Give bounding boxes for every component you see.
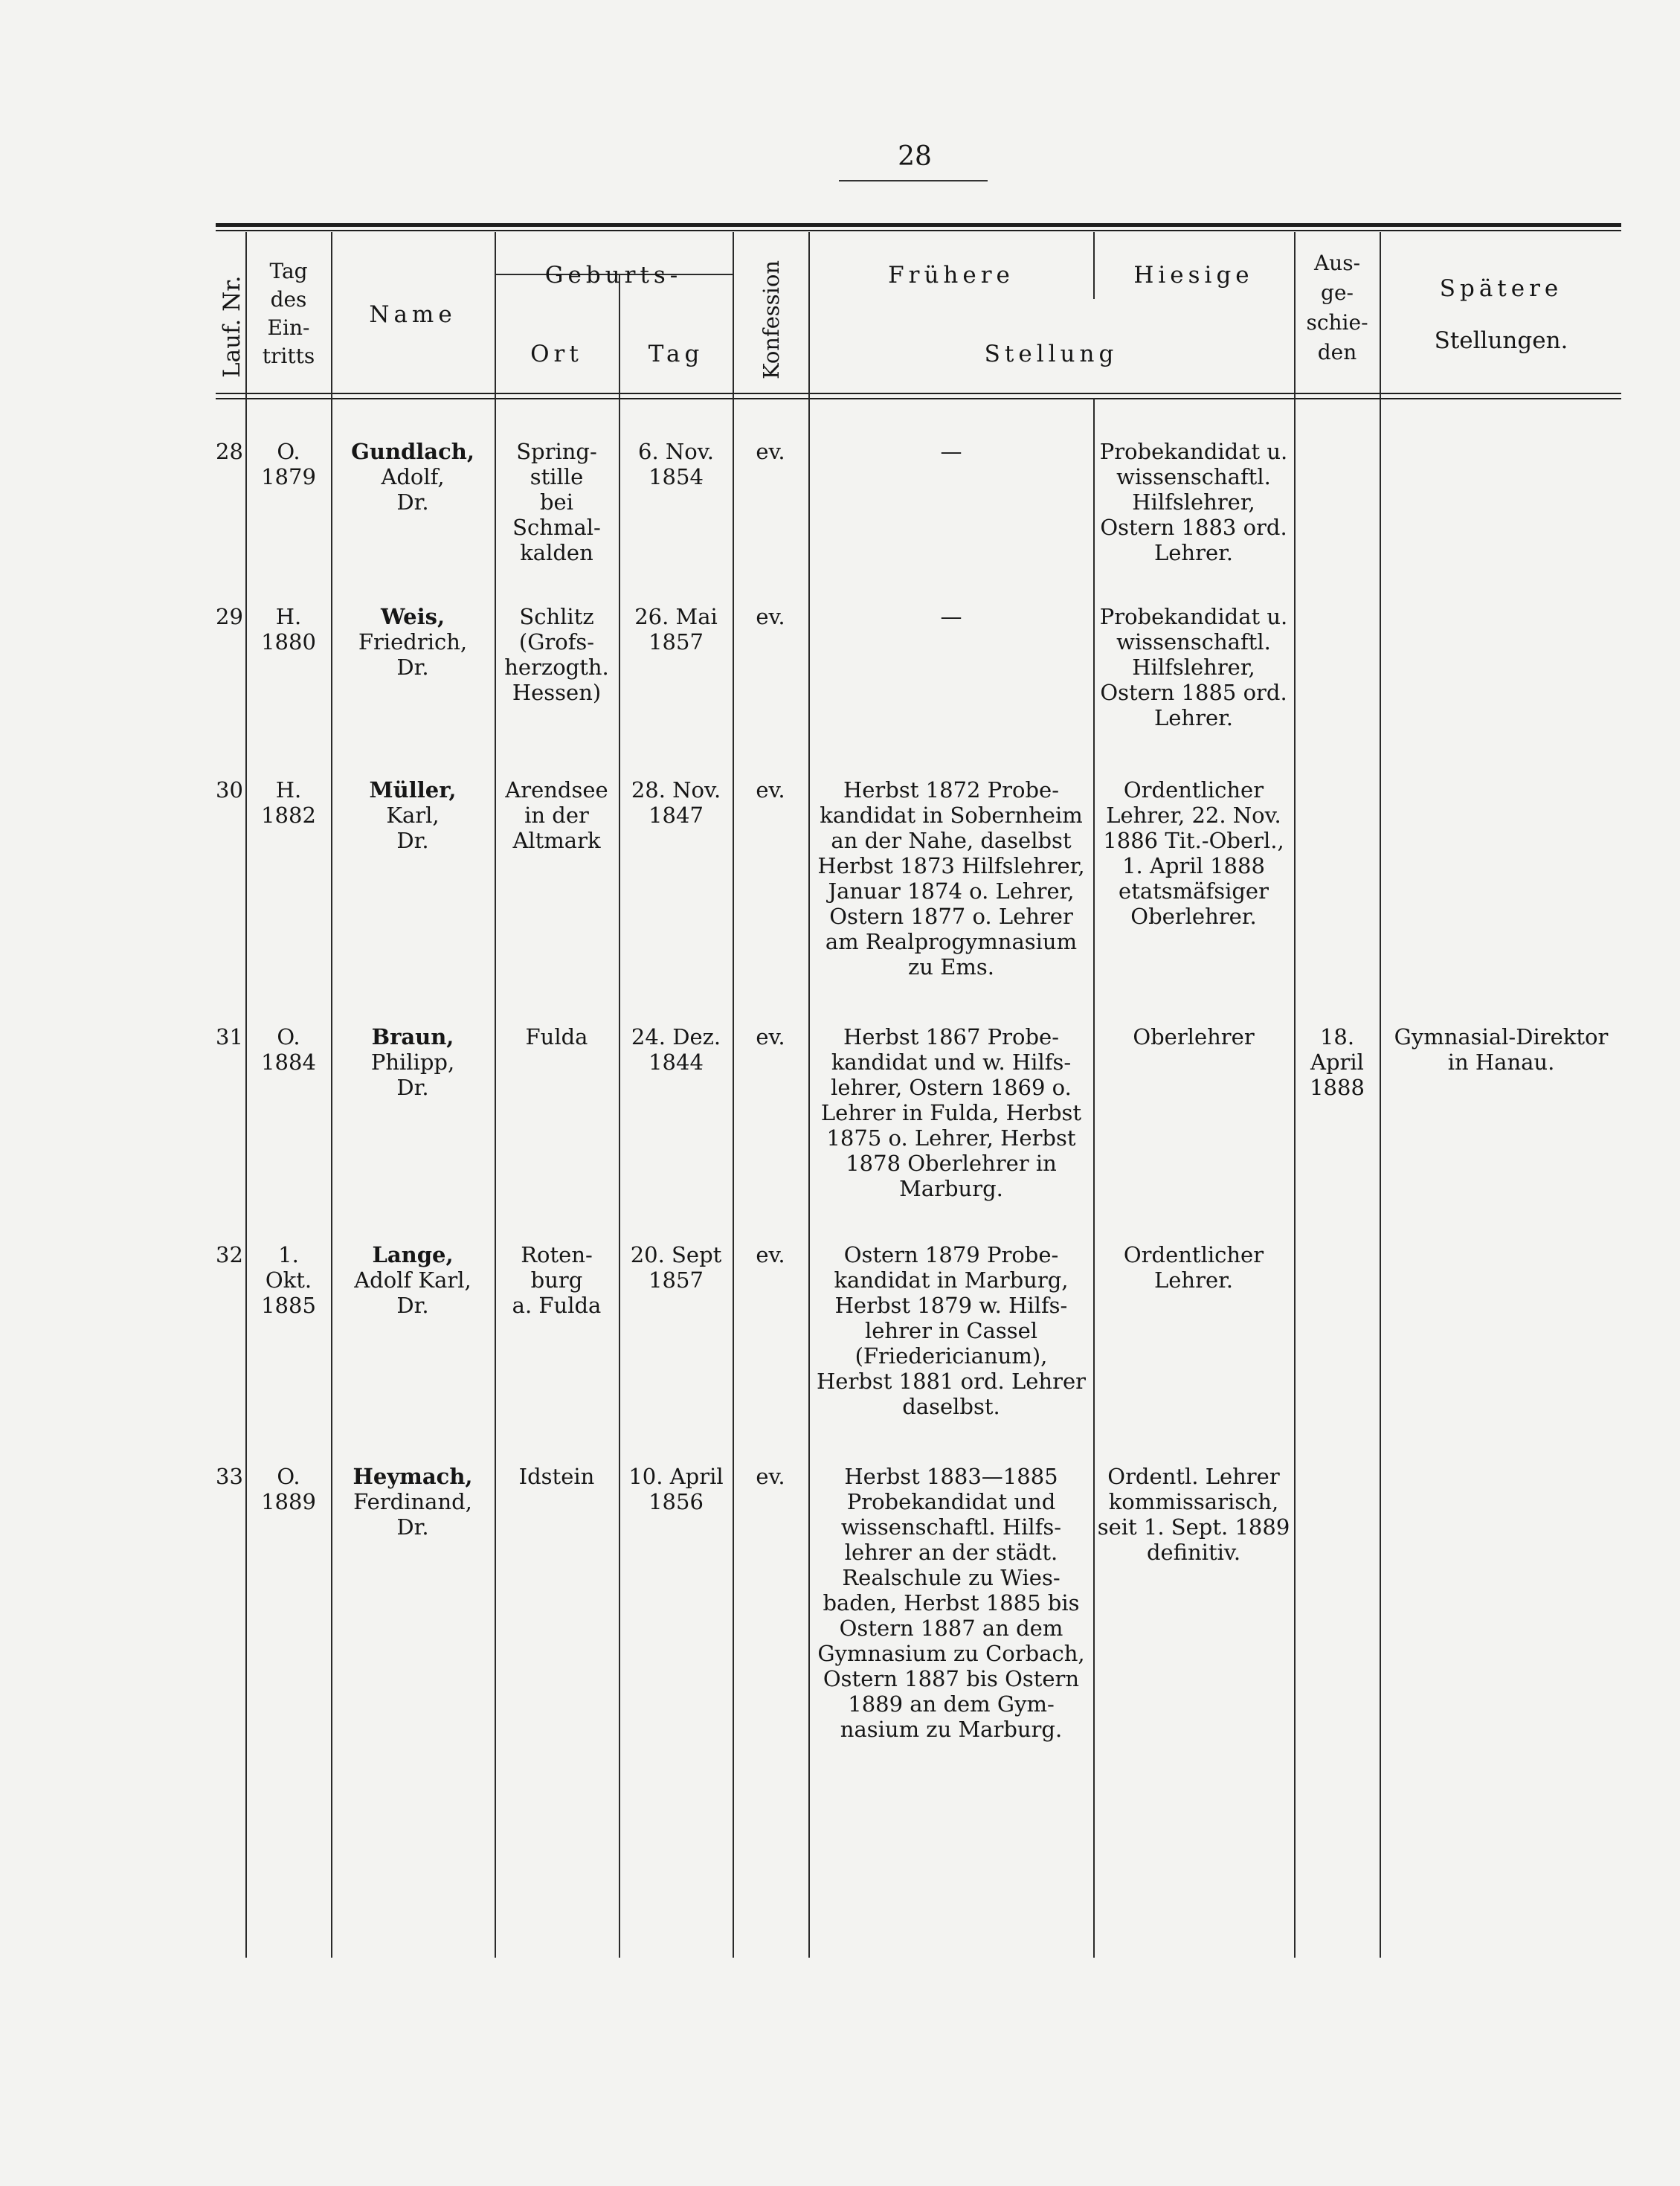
row-number: 32	[216, 1242, 243, 1267]
previous-position: Herbst 1872 Probe- kandidat in Sobernheim an der Nahe, daselbst Herbst 1873 Hilfslehrer, Januar 1874 o. Lehrer, Ostern 1877 o. Lehrer am Realprogymnasium zu Ems.	[817, 777, 1085, 980]
previous-position: —	[940, 439, 962, 464]
entry-date: 1. Okt. 1885	[261, 1242, 316, 1318]
row-number: 30	[216, 777, 243, 803]
top-double-rule	[216, 223, 1621, 227]
departure-date: 18. April 1888	[1310, 1024, 1365, 1100]
header-bottom-rule	[216, 393, 1621, 394]
surname: Weis,	[380, 604, 445, 629]
confession: ev.	[756, 604, 785, 629]
header-hiesige: Hiesige	[1133, 262, 1254, 289]
later-position: Gymnasial-Direktor in Hanau.	[1394, 1024, 1609, 1075]
header-name: Name	[369, 301, 457, 328]
header-ort: Ort	[530, 341, 583, 367]
previous-position: Ostern 1879 Probe- kandidat in Marburg, Herbst 1879 w. Hilfs- lehrer in Cassel (Friedericianum), Herbst 1881 ord. Lehrer daselbst.	[817, 1242, 1086, 1419]
birth-date: 20. Sept 1857	[630, 1242, 722, 1293]
birth-place: Fulda	[525, 1024, 588, 1049]
col-divider	[245, 232, 247, 1958]
local-position: Ordentl. Lehrer kommissarisch, seit 1. Sept. 1889 definitiv.	[1097, 1464, 1290, 1565]
header-konfession: Konfession	[759, 260, 784, 379]
col-divider	[1380, 232, 1381, 1958]
surname: Lange,	[372, 1242, 454, 1267]
page-number-rule	[839, 180, 988, 181]
surname: Braun,	[371, 1024, 454, 1049]
entry-date: H. 1880	[261, 604, 316, 655]
header-spaetere: Spätere	[1439, 275, 1563, 302]
confession: ev.	[756, 1242, 785, 1267]
page-number: 28	[898, 141, 932, 172]
register-table	[216, 223, 1621, 1956]
col-divider	[619, 275, 620, 1958]
birth-date: 26. Mai 1857	[634, 604, 718, 655]
person-name	[332, 777, 493, 853]
given-name: Philipp, Dr.	[370, 1049, 455, 1100]
header-tag: Tag	[648, 341, 704, 367]
local-position: Probekandidat u. wissenschaftl. Hilfslehrer, Ostern 1885 ord. Lehrer.	[1099, 604, 1288, 730]
header-ausgeschieden: Aus- ge- schie- den	[1306, 251, 1368, 364]
entry-date: H. 1882	[261, 777, 316, 828]
header-fruehere: Frühere	[888, 262, 1014, 289]
previous-position: —	[940, 604, 962, 629]
person-name	[332, 439, 493, 515]
local-position: Ordentlicher Lehrer.	[1123, 1242, 1264, 1293]
birth-date: 28. Nov. 1847	[631, 777, 721, 828]
birth-place: Idstein	[518, 1464, 595, 1489]
row-number: 29	[216, 604, 243, 629]
previous-position: Herbst 1883—1885 Probekandidat und wissenschaftl. Hilfs- lehrer an der städt. Realschule zu Wies- baden, Herbst 1885 bis Ostern 1887 an dem Gymnasium zu Corbach, Ostern 1887 bis Ostern 1889 an dem Gym- nasium zu Marburg.	[817, 1464, 1085, 1742]
given-name: Karl, Dr.	[386, 803, 440, 853]
person-name	[332, 1464, 493, 1540]
header-geburts: Geburts-	[544, 262, 683, 289]
col-divider	[733, 232, 734, 1958]
header-lauf-nr: Lauf. Nr.	[219, 275, 245, 378]
confession: ev.	[756, 439, 785, 464]
entry-date: O. 1884	[261, 1024, 316, 1075]
local-position: Probekandidat u. wissenschaftl. Hilfslehrer, Ostern 1883 ord. Lehrer.	[1099, 439, 1288, 565]
header-bottom-rule-2	[216, 398, 1621, 399]
person-name	[332, 1024, 493, 1100]
header-stellungen: Stellungen.	[1434, 327, 1568, 354]
top-rule-thin	[216, 230, 1621, 231]
row-number: 28	[216, 439, 243, 464]
header-stellung: Stellung	[984, 341, 1119, 367]
birth-date: 24. Dez. 1844	[631, 1024, 721, 1075]
given-name: Adolf, Dr.	[381, 464, 445, 515]
confession: ev.	[756, 777, 785, 803]
local-position: Ordentlicher Lehrer, 22. Nov. 1886 Tit.-Oberl., 1. April 1888 etatsmäfsiger Oberlehrer.	[1103, 777, 1284, 929]
surname: Gundlach,	[351, 439, 474, 464]
entry-date: O. 1879	[261, 439, 316, 489]
birth-place: Schlitz (Grofs- herzogth. Hessen)	[504, 604, 609, 705]
header-tag-des-eintritts: Tag des Ein- tritts	[262, 259, 315, 368]
given-name: Ferdinand, Dr.	[353, 1489, 472, 1540]
person-name	[332, 604, 493, 680]
row-number: 33	[216, 1464, 243, 1489]
given-name: Adolf Karl, Dr.	[354, 1267, 472, 1318]
local-position: Oberlehrer	[1133, 1024, 1255, 1049]
row-number: 31	[216, 1024, 243, 1049]
birth-place: Spring- stille bei Schmal- kalden	[512, 439, 601, 565]
birth-date: 10. April 1856	[628, 1464, 724, 1514]
confession: ev.	[756, 1464, 785, 1489]
birth-place: Arendsee in der Altmark	[505, 777, 608, 853]
entry-date: O. 1889	[261, 1464, 316, 1514]
surname: Müller,	[369, 777, 457, 803]
confession: ev.	[756, 1024, 785, 1049]
person-name	[332, 1242, 493, 1318]
birth-place: Roten- burg a. Fulda	[512, 1242, 602, 1318]
birth-date: 6. Nov. 1854	[638, 439, 714, 489]
given-name: Friedrich, Dr.	[358, 629, 468, 680]
surname: Heymach,	[353, 1464, 473, 1489]
previous-position: Herbst 1867 Probe- kandidat und w. Hilfs- lehrer, Ostern 1869 o. Lehrer in Fulda, Herbst 1875 o. Lehrer, Herbst 1878 Oberlehrer in Marburg.	[820, 1024, 1082, 1201]
